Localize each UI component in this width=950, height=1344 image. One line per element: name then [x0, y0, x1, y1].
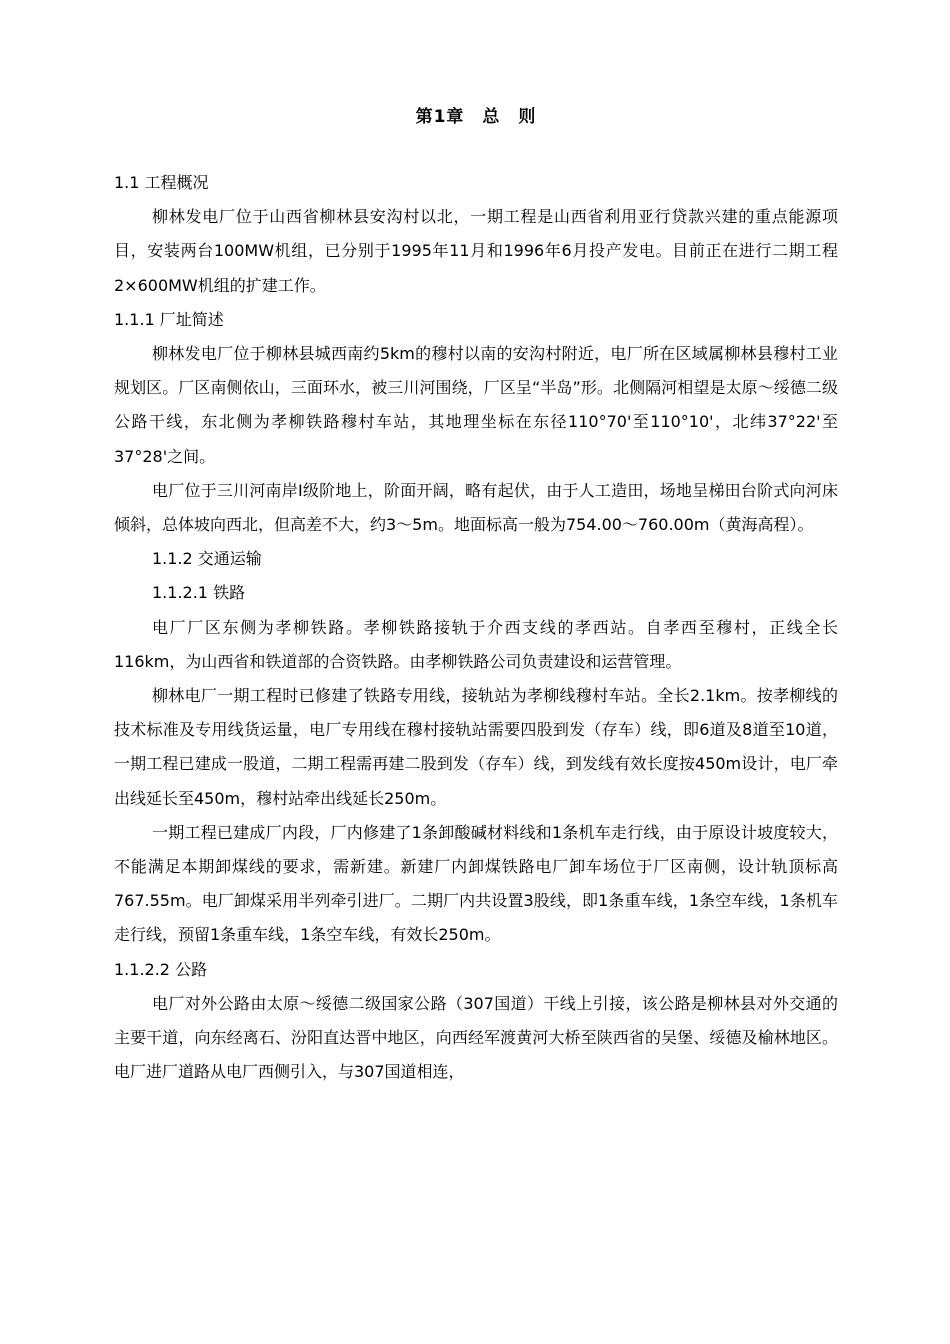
paragraph-railway-2: 柳林电厂一期工程时已修建了铁路专用线，接轨站为孝柳线穆村车站。全长2.1km。按孝柳线的技术标准及专用线货运量，电厂专用线在穆村接轨站需要四股到发（存车）线，即6道及8道至10道，一期工程已建成一股道，二期工程需再建二股到发（存车）线，到发线有效长度按450m设计，电厂牵出线延长至450m，穆村站牵出线延长250m。	[114, 686, 838, 808]
chapter-number: 第1章	[415, 107, 465, 127]
section-heading-1-1-2-2: 1.1.2.2 公路	[114, 959, 208, 979]
paragraph-railway-1: 电厂厂区东侧为孝柳铁路。孝柳铁路接轨于介西支线的孝西站。自孝西至穆村，正线全长116km，为山西省和铁道部的合资铁路。由孝柳铁路公司负责建设和运营管理。	[114, 617, 838, 671]
section-heading-1-1-1: 1.1.1 厂址简述	[114, 309, 224, 329]
chapter-title	[114, 100, 838, 134]
document-page	[114, 100, 838, 1089]
chapter-title-char-1: 总	[482, 107, 501, 127]
paragraph-overview: 柳林发电厂位于山西省柳林县安沟村以北，一期工程是山西省利用亚行贷款兴建的重点能源项目，安装两台100MW机组，已分别于1995年11月和1996年6月投产发电。目前正在进行二期工程2×600MW机组的扩建工作。	[114, 207, 838, 295]
paragraph-terrain: 电厂位于三川河南岸Ⅰ级阶地上，阶面开阔，略有起伏，由于人工造田，场地呈梯田台阶式向河床倾斜，总体坡向西北，但高差不大，约3～5m。地面标高一般为754.00～760.00m（黄海高程）。	[114, 480, 838, 535]
section-heading-1-1-2-1: 1.1.2.1 铁路	[152, 583, 246, 603]
chapter-title-char-2: 则	[518, 107, 537, 127]
paragraph-highway: 电厂对外公路由太原～绥德二级国家公路（307国道）干线上引接，该公路是柳林县对外交通的主要干道，向东经离石、汾阳直达晋中地区，向西经军渡黄河大桥至陕西省的吴堡、绥德及榆林地区。电厂进厂道路从电厂西侧引入，与307国道相连，	[114, 993, 838, 1082]
section-heading-1-1-2: 1.1.2 交通运输	[152, 549, 262, 569]
section-heading-1-1: 1.1 工程概况	[114, 173, 209, 192]
paragraph-railway-3: 一期工程已建成厂内段，厂内修建了1条卸酸碱材料线和1条机车走行线，由于原设计坡度较大，不能满足本期卸煤线的要求，需新建。新建厂内卸煤铁路电厂卸车场位于厂区南侧，设计轨顶标高767.55m。电厂卸煤采用半列牵引进厂。二期厂内共设置3股线，即1条重车线，1条空车线，1条机车走行线，预留1条重车线，1条空车线，有效长250m。	[114, 822, 838, 945]
paragraph-site-location: 柳林发电厂位于柳林县城西南约5km的穆村以南的安沟村附近，电厂所在区域属柳林县穆村工业规划区。厂区南侧依山，三面环水，被三川河围绕，厂区呈“半岛”形。北侧隔河相望是太原～绥德二级公路干线，东北侧为孝柳铁路穆村车站，其地理坐标在东径110°70'至110°10'，北纬37°22'至37°28'之间。	[114, 344, 838, 466]
